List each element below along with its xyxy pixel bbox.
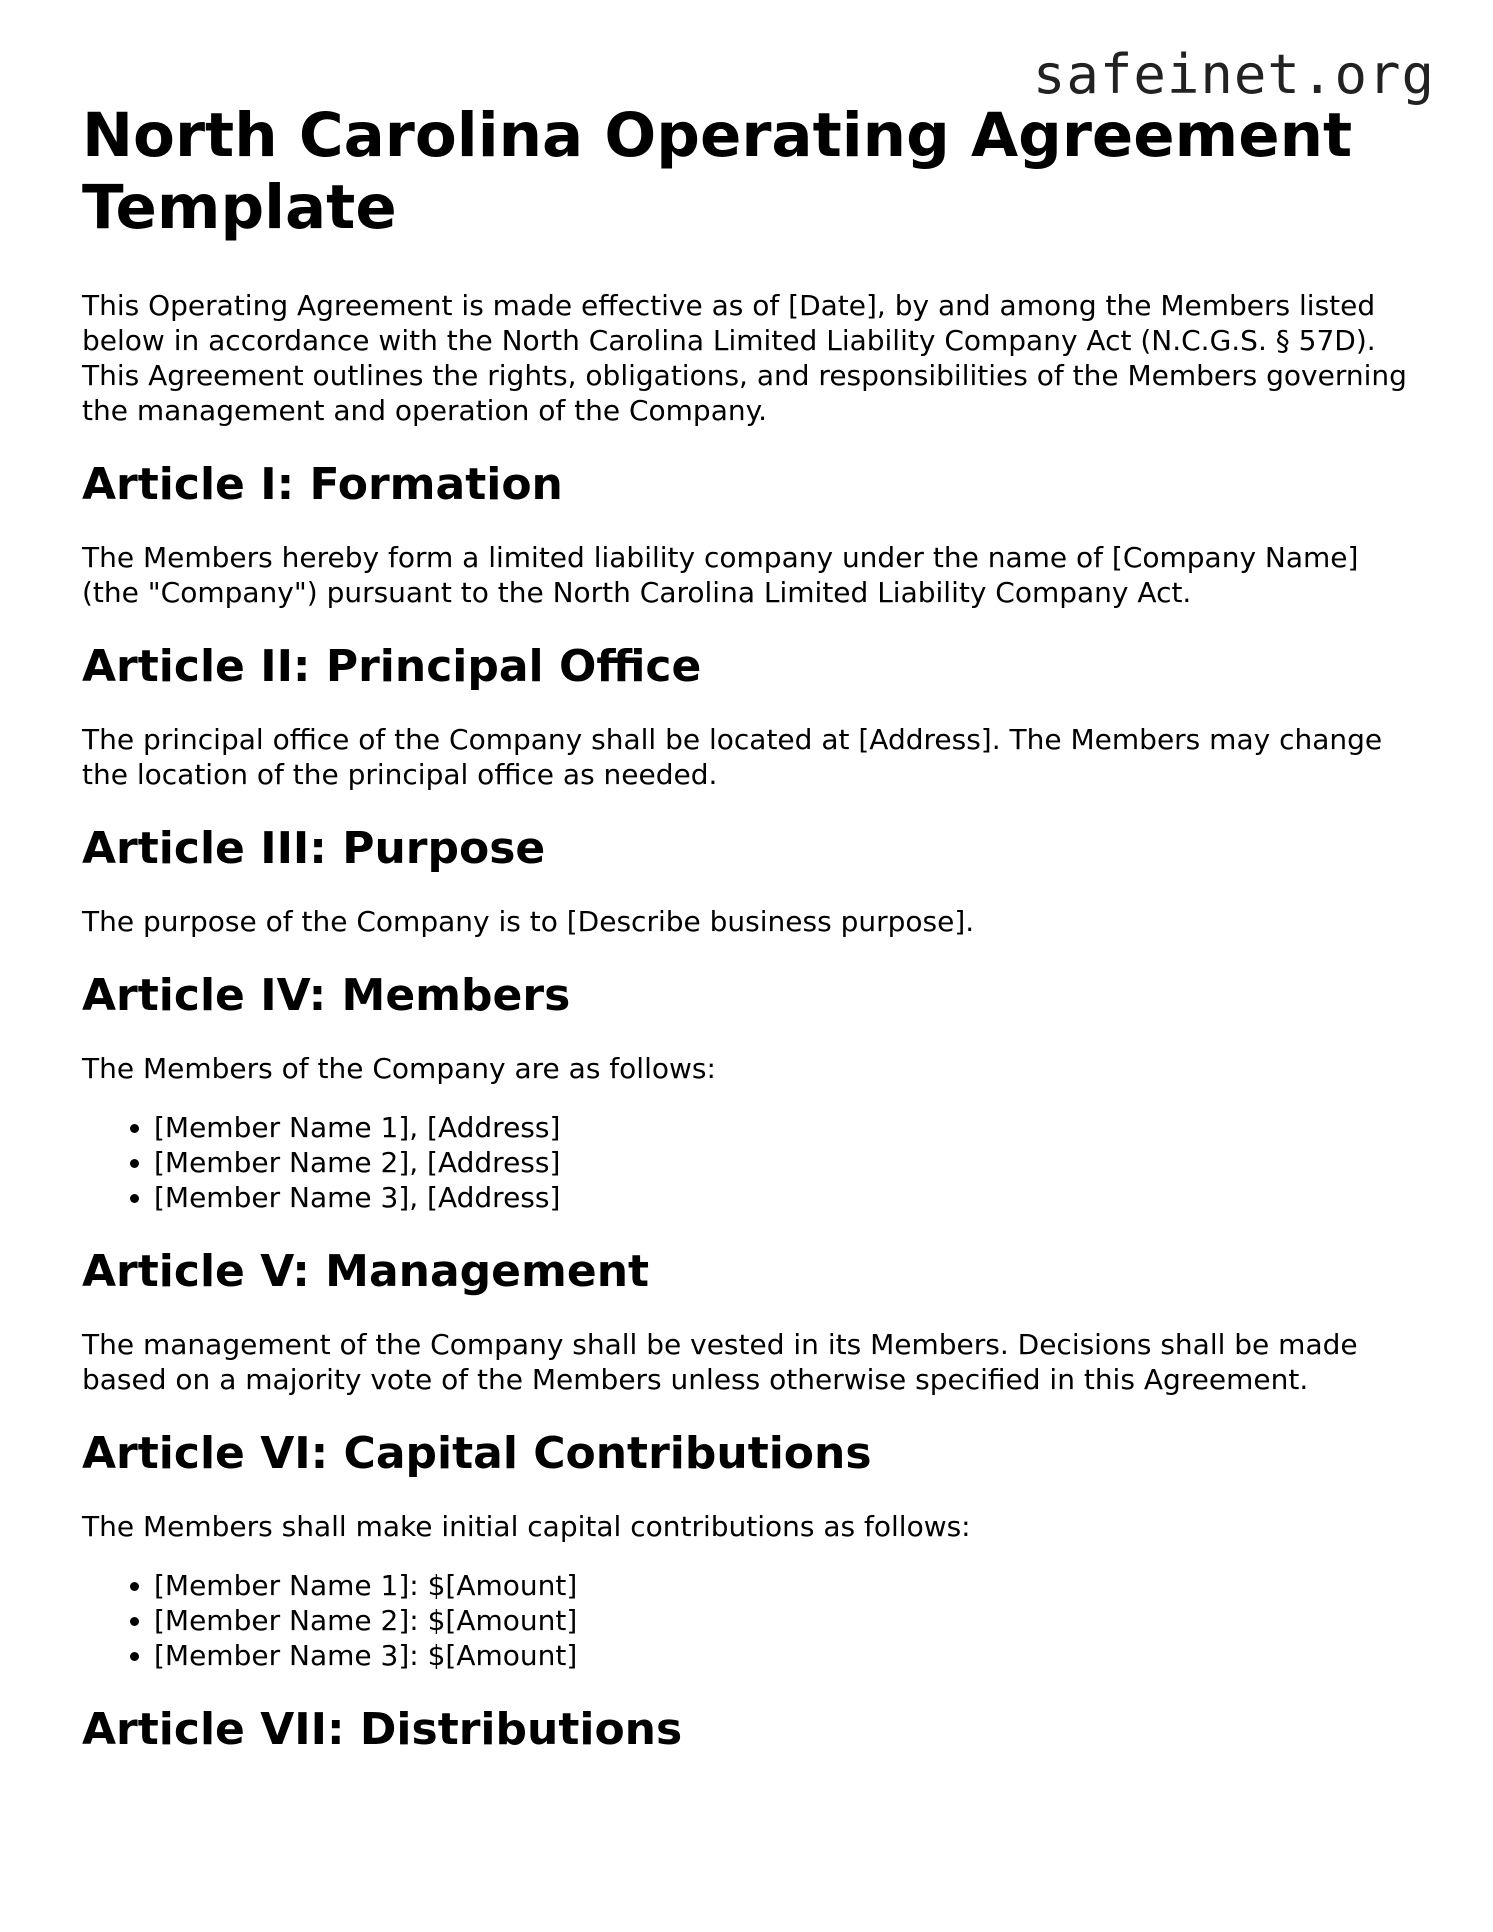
article-6-text: The Members shall make initial capital contributions as follows:	[82, 1510, 971, 1543]
page-title: North Carolina Operating Agreement Template	[82, 100, 1353, 243]
list-item: • [Member Name 2]: $[Amount]	[154, 1603, 1412, 1638]
article-5-text: The management of the Company shall be vested in its Members. Decisions shall be made based on a majority vote of the Members unless otherwise specified in this Agreement.	[82, 1328, 1358, 1396]
contributions-list	[82, 1568, 1412, 1673]
article-2-text: The principal office of the Company shall be located at [Address]. The Members may change the location of the principal office as needed.	[82, 723, 1383, 791]
article-3-heading: Article III: Purpose	[82, 823, 546, 874]
list-item: • [Member Name 3], [Address]	[154, 1180, 1412, 1215]
article-4-heading: Article IV: Members	[82, 970, 571, 1021]
article-7-heading: Article VII: Distributions	[82, 1704, 683, 1755]
article-1-text: The Members hereby form a limited liability company under the name of [Company Name] (the "Company") pursuant to the North Carolina Limited Liability Company Act.	[82, 541, 1359, 609]
list-item: • [Member Name 2], [Address]	[154, 1145, 1412, 1180]
article-2-heading: Article II: Principal Office	[82, 641, 702, 692]
article-1-heading: Article I: Formation	[82, 459, 563, 510]
document-body	[82, 100, 1412, 1785]
article-4-text: The Members of the Company are as follows:	[82, 1052, 716, 1085]
watermark: safeinet.org	[1032, 43, 1435, 106]
article-6-heading: Article VI: Capital Contributions	[82, 1428, 872, 1479]
members-list	[82, 1110, 1412, 1215]
intro-paragraph: This Operating Agreement is made effective as of [Date], by and among the Members listed below in accordance with the North Carolina Limited Liability Company Act (N.C.G.S. § 57D). This Agreement outlines the rights, obligations, and responsibilities of the Members governing the management and operation of the Company.	[82, 289, 1407, 427]
list-item: • [Member Name 1]: $[Amount]	[154, 1568, 1412, 1603]
article-5-heading: Article V: Management	[82, 1246, 650, 1297]
list-item: • [Member Name 3]: $[Amount]	[154, 1638, 1412, 1673]
list-item: • [Member Name 1], [Address]	[154, 1110, 1412, 1145]
article-3-text: The purpose of the Company is to [Describe business purpose].	[82, 905, 975, 938]
